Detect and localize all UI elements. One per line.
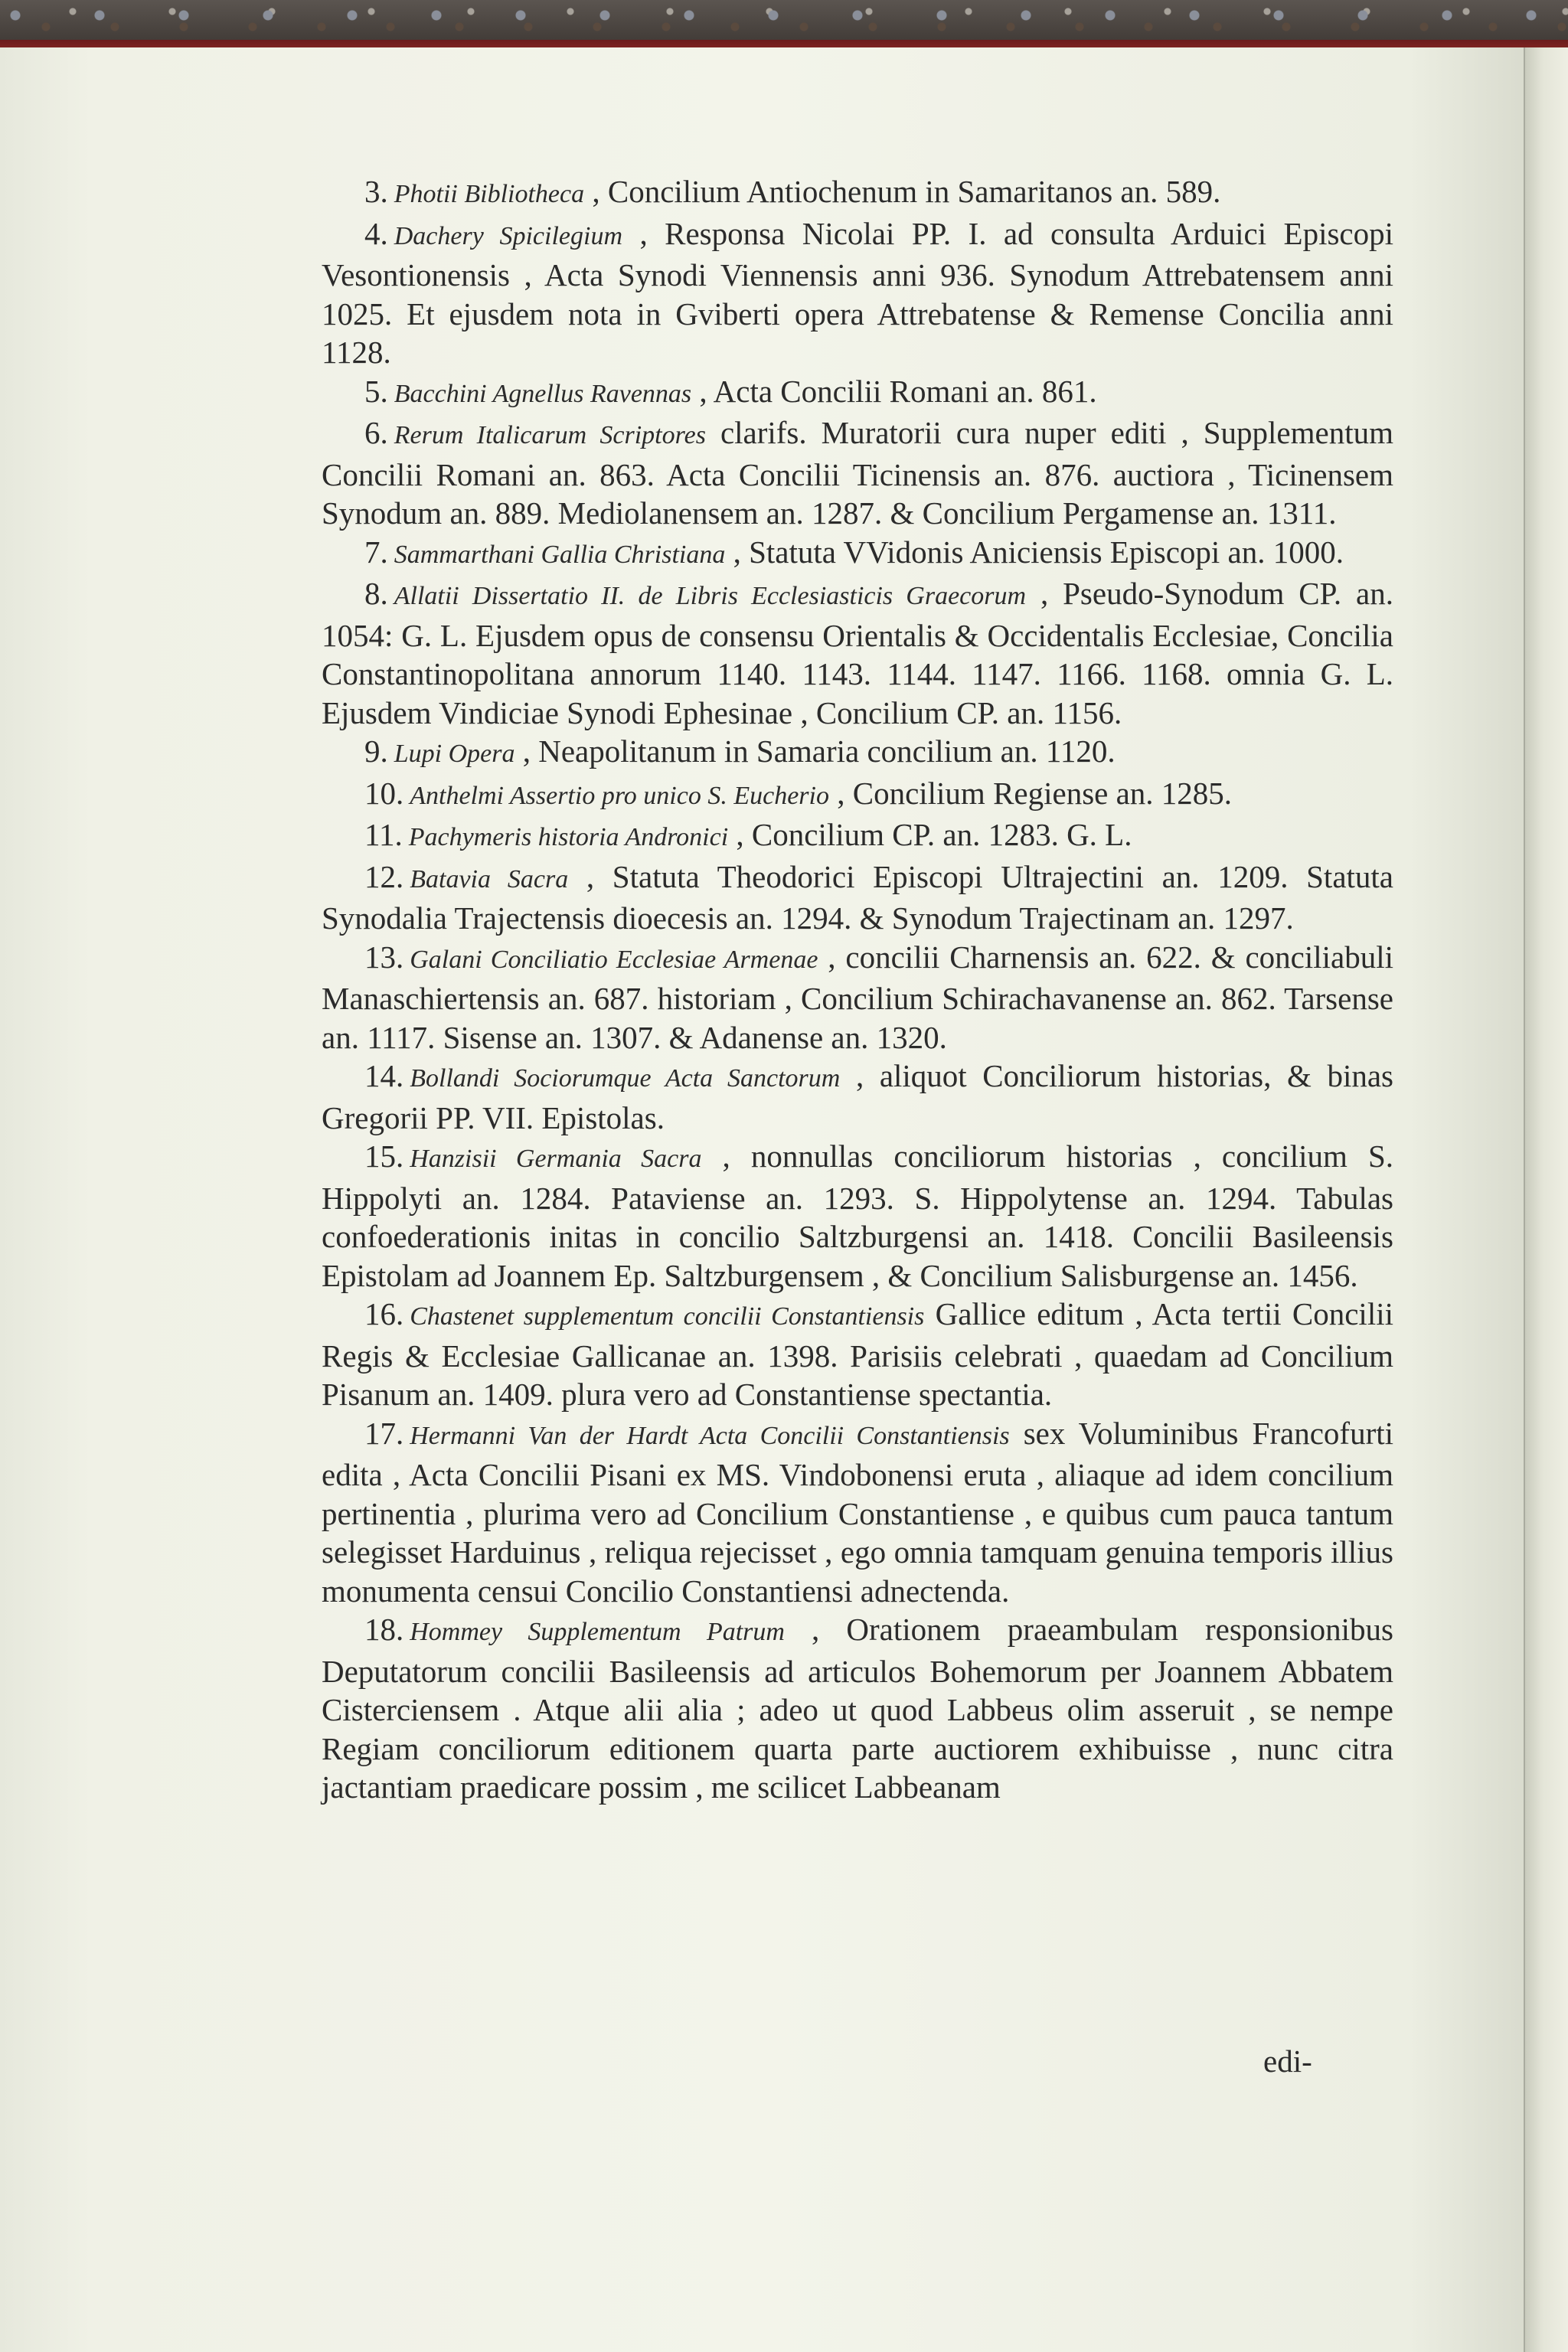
entry-text: , Statuta Theodorici Episcopi Ultrajectini an. 1209. Statuta Synodalia Trajectensis dioecesis an. 1294. & Synodum Trajectinam an. 1297. (322, 858, 1393, 936)
entry-13 (322, 938, 1393, 1057)
work-title: Batavia Sacra (410, 864, 569, 893)
entry-text: , concilii Charnensis an. 622. & conciliabuli Manaschiertensis an. 687. historiam , Concilium Schirachavanense an. 862. Tarsense an. 1117. Sisense an. 1307. & Adanense an. 1320. (322, 939, 1394, 1055)
entry-text: , Statuta VVidonis Aniciensis Episcopi an. 1000. (733, 534, 1344, 570)
entry-18 (322, 1610, 1393, 1807)
entry-text: , Concilium Regiense an. 1285. (837, 775, 1233, 811)
entry-10 (322, 774, 1393, 816)
entry-text: , Orationem praeambulam responsionibus Deputatorum concilii Basileensis ad articulos Bohemorum per Joannem Abbatem Cisterciensem . Atque alii alia ; adeo ut quod Labbeus olim asseruit , se nempe Regiam conciliorum editionem quarta parte auctiorem exhibuisse , nunc citra jactantiam praedicare possim , me scilicet Labbeanam (322, 1612, 1394, 1805)
entry-number: 18. (364, 1612, 404, 1647)
entry-12 (322, 858, 1393, 938)
entry-9 (322, 732, 1393, 774)
entry-text: , Acta Concilii Romani an. 861. (699, 373, 1097, 409)
page-text (322, 172, 1393, 1807)
entry-number: 13. (364, 939, 404, 975)
entry-7 (322, 533, 1393, 575)
work-title: Hommey Supplementum Patrum (410, 1618, 785, 1646)
entry-4 (322, 214, 1393, 372)
work-title: Bollandi Sociorumque Acta Sanctorum (410, 1064, 841, 1093)
catchword: edi- (1263, 2043, 1312, 2079)
entry-number: 6. (364, 415, 388, 450)
work-title: Bacchini Agnellus Ravennas (394, 379, 692, 408)
entry-17 (322, 1414, 1393, 1611)
entry-text: , Responsa Nicolai PP. I. ad consulta Arduici Episcopi Vesontionensis , Acta Synodi Viennensis anni 936. Synodum Attrebatensem anni 1025. Et ejusdem nota in Gviberti opera Attrebatense & Remense Concilia anni 1128. (322, 215, 1394, 370)
entry-number: 14. (364, 1058, 404, 1093)
entry-16 (322, 1295, 1393, 1414)
work-title: Dachery Spicilegium (394, 221, 623, 250)
work-title: Rerum Italicarum Scriptores (394, 421, 706, 449)
work-title: Hermanni Van der Hardt Acta Concilii Constantiensis (410, 1421, 1010, 1450)
entry-number: 9. (364, 733, 388, 769)
entry-text: , Neapolitanum in Samaria concilium an. 1120. (522, 733, 1116, 769)
work-title: Photii Bibliotheca (394, 180, 585, 208)
entry-8 (322, 574, 1393, 732)
work-title: Anthelmi Assertio pro unico S. Eucherio (410, 781, 829, 810)
entry-number: 4. (364, 215, 388, 251)
entry-number: 7. (364, 534, 388, 570)
entry-number: 5. (364, 373, 388, 409)
entry-3 (322, 172, 1393, 214)
work-title: Hanzisii Germania Sacra (410, 1145, 702, 1173)
entry-text: , Pseudo-Synodum CP. an. 1054: G. L. Ejusdem opus de consensu Orientalis & Occidentalis Ecclesiae, Concilia Constantinopolitana annorum 1140. 1143. 1144. 1147. 1166. 1168. omnia G. L. Ejusdem Vindiciae Synodi Ephesinae , Concilium CP. an. 1156. (322, 576, 1394, 730)
entry-text: , nonnullas conciliorum historias , concilium S. Hippolyti an. 1284. Pataviense an. 1293. S. Hippolytense an. 1294. Tabulas confoederationis initas in concilio Saltzburgensi an. 1418. Concilii Basileensis Epistolam ad Joannem Ep. Saltzburgensem , & Concilium Salisburgense an. 1456. (322, 1138, 1394, 1293)
work-title: Sammarthani Gallia Christiana (394, 540, 726, 569)
entry-number: 15. (364, 1138, 404, 1174)
facing-page-edge (1524, 47, 1568, 2352)
entry-6 (322, 413, 1393, 533)
entry-text: , Concilium Antiochenum in Samaritanos an. 589. (592, 174, 1221, 209)
entry-number: 10. (364, 775, 404, 811)
work-title: Galani Conciliatio Ecclesiae Armenae (410, 945, 818, 974)
entry-text: sex Voluminibus Francofurti edita , Acta Concilii Pisani ex MS. Vindobonensi eruta , aliaque ad idem concilium pertinentia , plurima vero ad Concilium Constantiense , e quibus cum pauca tantum selegisset Harduinus , reliqua rejecisset , ego omnia tamquam genuina temporis illius monumenta censui Concilio Constantiensi adnectenda. (322, 1415, 1393, 1609)
background-cloth (0, 0, 1568, 44)
entry-number: 8. (364, 576, 388, 611)
entry-number: 17. (364, 1415, 404, 1451)
entry-text: , Concilium CP. an. 1283. G. L. (736, 817, 1132, 852)
work-title: Chastenet supplementum concilii Constantiensis (410, 1302, 925, 1331)
work-title: Lupi Opera (394, 740, 515, 768)
work-title: Allatii Dissertatio II. de Libris Ecclesiasticis Graecorum (394, 582, 1027, 610)
entry-11 (322, 815, 1393, 858)
entry-number: 12. (364, 858, 404, 894)
entry-14 (322, 1057, 1393, 1137)
entry-15 (322, 1137, 1393, 1295)
entry-text: clarifs. Muratorii cura nuper editi , Supplementum Concilii Romani an. 863. Acta Concilii Ticinensis an. 876. auctiora , Ticinensem Synodum an. 889. Mediolanensem an. 1287. & Concilium Pergamense an. 1311. (322, 415, 1394, 531)
entry-number: 3. (364, 174, 388, 209)
entry-text: Gallice editum , Acta tertii Concilii Regis & Ecclesiae Gallicanae an. 1398. Parisiis celebrati , quaedam ad Concilium Pisanum an. 1409. plura vero ad Constantiense spectantia. (322, 1296, 1393, 1412)
entry-text: , aliquot Conciliorum historias, & binas Gregorii PP. VII. Epistolas. (322, 1058, 1393, 1135)
entry-5 (322, 372, 1393, 414)
work-title: Pachymeris historia Andronici (408, 823, 729, 851)
entry-number: 11. (364, 817, 403, 852)
entry-number: 16. (364, 1296, 404, 1331)
